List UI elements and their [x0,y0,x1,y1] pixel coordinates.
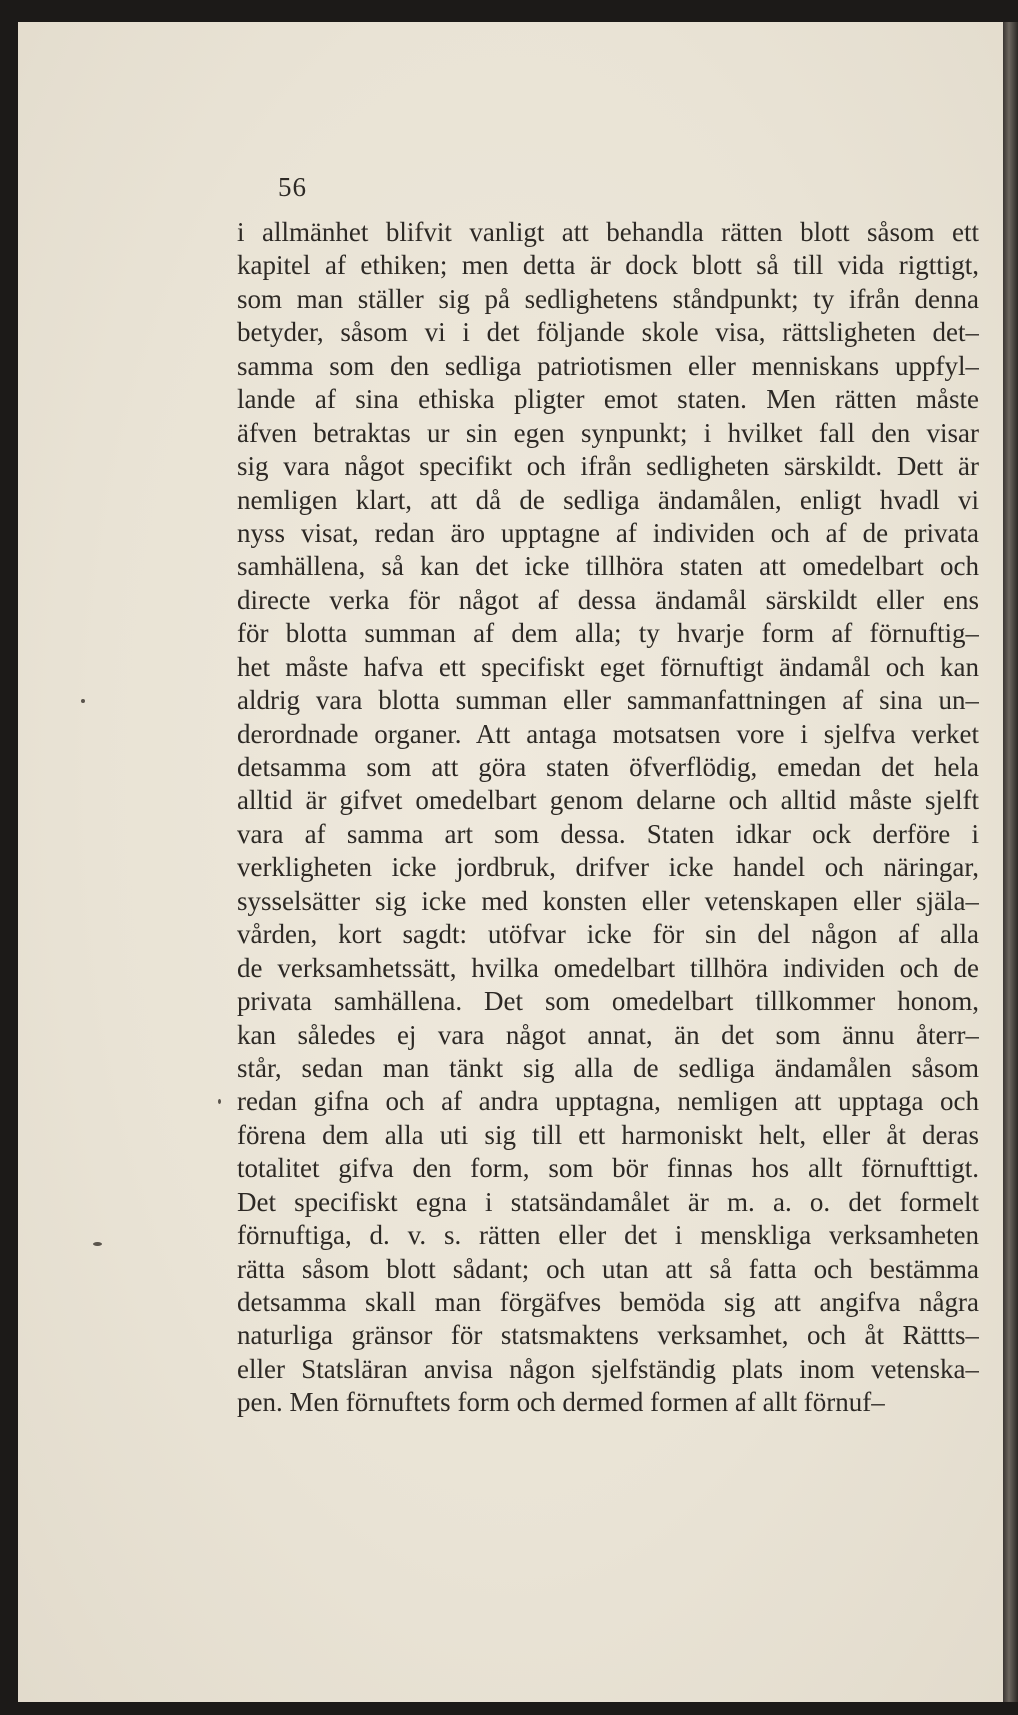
text-line: aldrig vara blotta summan eller sammanfattningen af sina un– [237,685,979,716]
text-line: detsamma som att göra staten öfverflödig, emedan det hela [237,752,979,782]
text-line: förnuftiga, d. v. s. rätten eller det i menskliga verksamheten [237,1220,979,1251]
ink-speck [93,1242,102,1246]
text-line: sig vara något specifikt och ifrån sedligheten särskildt. Dett är [237,451,979,482]
text-line: het måste hafva ett specifiskt eget förnuftigt ändamål och kan [237,651,979,682]
text-line: directe verka för något af dessa ändamål särskildt eller ens [237,584,979,615]
text-line: samma som den sedliga patriotismen eller menniskans uppfyl– [237,350,979,381]
text-line: redan gifna och af andra upptagna, nemligen att upptaga och [237,1086,979,1117]
ink-speck [218,1099,221,1104]
text-line: kan således ej vara något annat, än det som ännu återr– [237,1019,979,1050]
text-line: står, sedan man tänkt sig alla de sedliga ändamålen såsom [237,1052,979,1083]
text-line: vården, kort sagdt: utöfvar icke för sin del någon af alla [237,919,979,950]
page-edge-shadow [1003,22,1018,1702]
body-text [237,216,979,1420]
text-line: eller Statsläran anvisa någon sjelfständig plats inom vetenska– [237,1353,979,1384]
text-line: Det specifiskt egna i statsändamålet är m. a. o. det formelt [237,1186,979,1217]
text-line: privata samhällena. Det som omedelbart tillkommer honom, [237,986,979,1017]
text-line: derordnade organer. Att antaga motsatsen vore i sjelfva verket [237,718,979,749]
text-line: samhällena, så kan det icke tillhöra staten att omedelbart och [237,551,979,582]
text-line: totalitet gifva den form, som bör finnas hos allt förnufttigt. [237,1153,979,1184]
text-line: verkligheten icke jordbruk, drifver icke handel och näringar, [237,852,979,883]
text-line: naturliga gränsor för statsmaktens verksamhet, och åt Rättts– [237,1320,979,1351]
text-line: äfven betraktas ur sin egen synpunkt; i hvilket fall den visar [237,417,979,448]
text-line: lande af sina ethiska pligter emot staten. Men rätten måste [237,384,979,415]
text-line: för blotta summan af dem alla; ty hvarje form af förnuftig– [237,618,979,649]
page-number: 56 [278,172,307,202]
text-line: alltid är gifvet omedelbart genom delarne och alltid måste sjelft [237,785,979,816]
text-line: nemligen klart, att då de sedliga ändamålen, enligt hvadl vi [237,484,979,515]
book-page [18,22,1003,1702]
text-line: rätta såsom blott sådant; och utan att så fatta och bestämma [237,1253,979,1284]
text-line: som man ställer sig på sedlighetens ståndpunkt; ty ifrån denna [237,283,979,314]
text-line: betyder, såsom vi i det följande skole visa, rättsligheten det– [237,317,979,348]
text-line: kapitel af ethiken; men detta är dock blott så till vida rigttigt, [237,250,979,281]
text-line: sysselsätter sig icke med konsten eller vetenskapen eller själa– [237,885,979,916]
text-line: förena dem alla uti sig till ett harmoniskt helt, eller åt deras [237,1119,979,1150]
text-line: nyss visat, redan äro upptagne af individen och af de privata [237,517,979,548]
text-line: i allmänhet blifvit vanligt att behandla rätten blott såsom ett [237,217,979,247]
text-line: vara af samma art som dessa. Staten idkar ock derföre i [237,818,979,849]
text-line: pen. Men förnuftets form och dermed formen af allt förnuf– [237,1387,885,1418]
text-line: detsamma skall man förgäfves bemöda sig att angifva några [237,1287,979,1317]
ink-speck [81,699,85,703]
text-line: de verksamhetssätt, hvilka omedelbart tillhöra individen och de [237,952,979,983]
